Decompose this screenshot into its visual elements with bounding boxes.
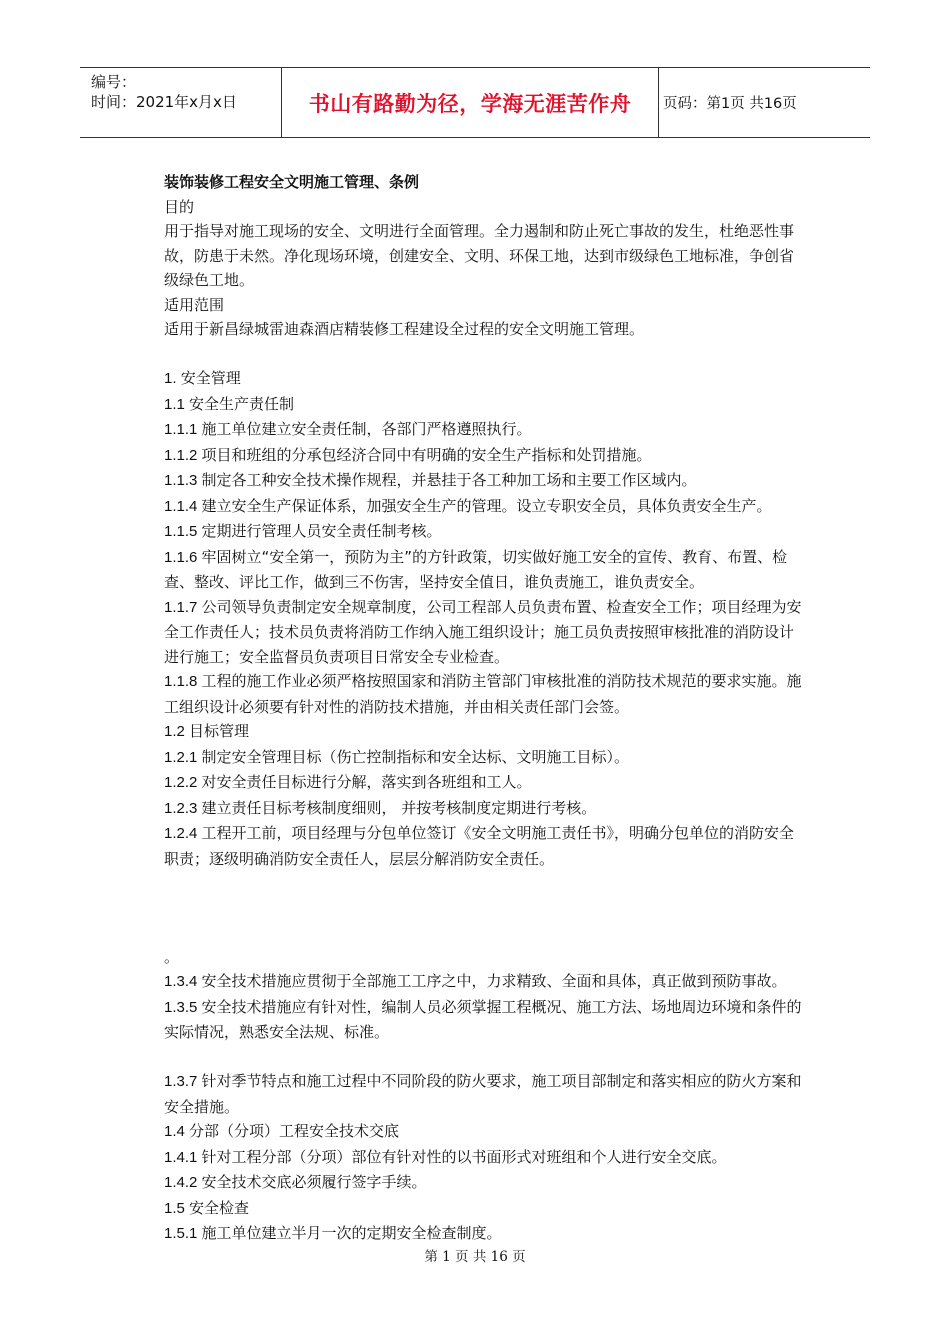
document-line [164,847,882,872]
line-text: 。 [164,947,180,966]
document-line [164,745,882,771]
document-line [164,342,882,367]
header-page-cell [663,68,870,137]
document-line [164,1095,882,1120]
line-text: 安全生产责任制 [189,394,295,413]
section-number: 1.1.8 [164,673,202,690]
document-line [164,195,882,220]
document-line [164,1145,882,1171]
document-line [164,443,882,469]
line-text: 安全技术措施应有针对性，编制人员必须掌握工程概况、施工方法、场地周边环境和条件的 [201,997,802,1016]
document-line [164,821,882,847]
document-line [164,1196,882,1222]
document-line [164,468,882,494]
line-text: 目的 [164,197,195,216]
document-line [164,1020,882,1045]
section-number: 1.2.4 [164,825,202,842]
section-number: 1.4.1 [164,1148,202,1166]
document-body [164,170,882,1247]
line-text: 公司领导负责制定安全规章制度，公司工程部人员负责布置、检查安全工作；项目经理为安 [201,597,802,616]
section-number: 1.1.1 [164,421,202,438]
line-text: 牢固树立“安全第一，预防为主”的方针政策，切实做好施工安全的宣传、教育、布置、检 [201,547,788,566]
document-line [164,719,882,745]
document-line [164,1069,882,1095]
line-text: 建立安全生产保证体系，加强安全生产的管理。设立专职安全员，具体负责安全生产。 [201,496,772,515]
header-meta [80,68,281,137]
line-text: 针对工程分部（分项）部位有针对性的以书面形式对班组和个人进行安全交底。 [201,1147,727,1166]
section-number: 1.2.1 [164,748,202,766]
line-text: 工组织设计必须要有针对性的消防技术措施，并由相关责任部门会签。 [164,697,630,716]
line-text: 安全管理 [180,369,241,387]
line-text: 实际情况，熟悉安全法规、标准。 [164,1023,390,1041]
page-footer: 第 1 页 共 16 页 [424,1249,526,1265]
section-number: 1.4 [164,1123,190,1140]
document-line [164,293,882,318]
section-number: 1.1.5 [164,523,202,540]
document-line [164,268,882,293]
line-text: 对安全责任目标进行分解，落实到各班组和工人。 [201,773,532,791]
line-text: 安全技术措施应贯彻于全部施工工序之中，力求精致、全面和具体，真正做到预防事故。 [201,972,787,990]
document-line [164,920,882,945]
code-label: 编号： [91,73,137,91]
document-line [164,494,882,520]
line-text: 分部（分项）工程安全技术交底 [189,1122,400,1140]
line-text: 用于指导对施工现场的安全、文明进行全面管理。全力遏制和防止死亡事故的发生，杜绝恶性事 [164,222,795,240]
page-label: 页码：第1页 共16页 [663,96,797,112]
line-text: 目标管理 [189,722,250,740]
document-line [164,570,882,595]
document-line [164,770,882,796]
document-line [164,244,882,269]
time-label: 时间：2021年x月x日 [91,93,237,111]
document-line [164,669,882,695]
document-line [164,620,882,645]
page-header [80,67,870,138]
section-number: 1.4.2 [164,1174,202,1191]
section-number: 1.1 [164,395,190,413]
line-text: 项目和班组的分承包经济合同中有明确的安全生产指标和处罚措施。 [201,445,652,464]
section-number: 1.5 [164,1199,190,1217]
document-line [164,796,882,822]
document-line [164,1045,882,1070]
section-number: 1.1.2 [164,446,202,464]
section-number: 1.3.4 [164,973,202,990]
document-line [164,695,882,720]
document-line [164,519,882,545]
section-number: 1.3.7 [164,1073,202,1090]
motto: 书山有路勤为径，学海无涯苦作舟 [308,90,632,116]
line-text: 施工单位建立安全责任制，各部门严格遵照执行。 [201,420,532,438]
section-number: 1.1.7 [164,598,202,616]
line-text: 安全技术交底必须履行签字手续。 [201,1173,427,1191]
document-line [164,392,882,418]
line-text: 工程开工前，项目经理与分包单位签订《安全文明施工责任书》，明确分包单位的消防安全 [201,824,795,842]
line-text: 全工作责任人；技术员负责将消防工作纳入施工组织设计；施工员负责按照审核批准的消防设计 [164,623,795,641]
section-number: 1.1.6 [164,548,202,566]
line-text: 进行施工；安全监督员负责项目日常安全专业检查。 [164,647,510,666]
line-text: 制定各工种安全技术操作规程，并悬挂于各工种加工场和主要工作区域内。 [201,471,697,489]
line-text: 职责；逐级明确消防安全责任人，层层分解消防安全责任。 [164,849,555,868]
document-line [164,366,882,392]
document-line [164,317,882,342]
line-text: 针对季节特点和施工过程中不同阶段的防火要求，施工项目部制定和落实相应的防火方案和 [201,1072,802,1090]
document-line [164,1119,882,1145]
document-line [164,896,882,921]
line-text: 定期进行管理人员安全责任制考核。 [201,522,442,540]
document-lines [164,195,882,1247]
document-line [164,645,882,670]
section-number: 1.5.1 [164,1225,202,1242]
section-number: 1.2 [164,723,190,740]
line-text: 工程的施工作业必须严格按照国家和消防主管部门审核批准的消防技术规范的要求实施。施 [201,672,802,690]
line-text: 制定安全管理目标（伤亡控制指标和安全达标、文明施工目标）。 [201,747,630,766]
line-text: 适用范围 [164,295,225,314]
document-line [164,871,882,896]
line-text: 故，防患于未然。净化现场环境，创建安全、文明、环保工地，达到市级绿色工地标准，争创省 [164,246,795,265]
line-text: 级绿色工地。 [164,271,255,289]
document-line [164,1221,882,1247]
line-text: 建立责任目标考核制度细则， 并按考核制度定期进行考核。 [201,798,597,817]
section-number: 1.1.4 [164,497,202,515]
section-number: 1. [164,370,181,387]
document-title: 装饰装修工程安全文明施工管理、条例 [164,173,420,191]
header-motto-cell [281,68,659,137]
document-line [164,995,882,1021]
section-number: 1.3.5 [164,998,202,1016]
document-line [164,969,882,995]
line-text: 安全检查 [189,1198,250,1217]
section-number: 1.1.3 [164,472,202,489]
section-number: 1.2.2 [164,774,202,791]
document-line [164,1170,882,1196]
document-line [164,945,882,970]
document-line [164,595,882,621]
document-line [164,545,882,571]
document-line [164,219,882,244]
line-text: 安全措施。 [164,1097,240,1116]
document-line [164,417,882,443]
line-text: 查、整改、评比工作，做到三不伤害，坚持安全值日，谁负责施工，谁负责安全。 [164,573,705,591]
line-text: 施工单位建立半月一次的定期安全检查制度。 [201,1224,502,1242]
line-text: 适用于新昌绿城雷迪森酒店精装修工程建设全过程的安全文明施工管理。 [164,320,645,338]
section-number: 1.2.3 [164,799,202,817]
